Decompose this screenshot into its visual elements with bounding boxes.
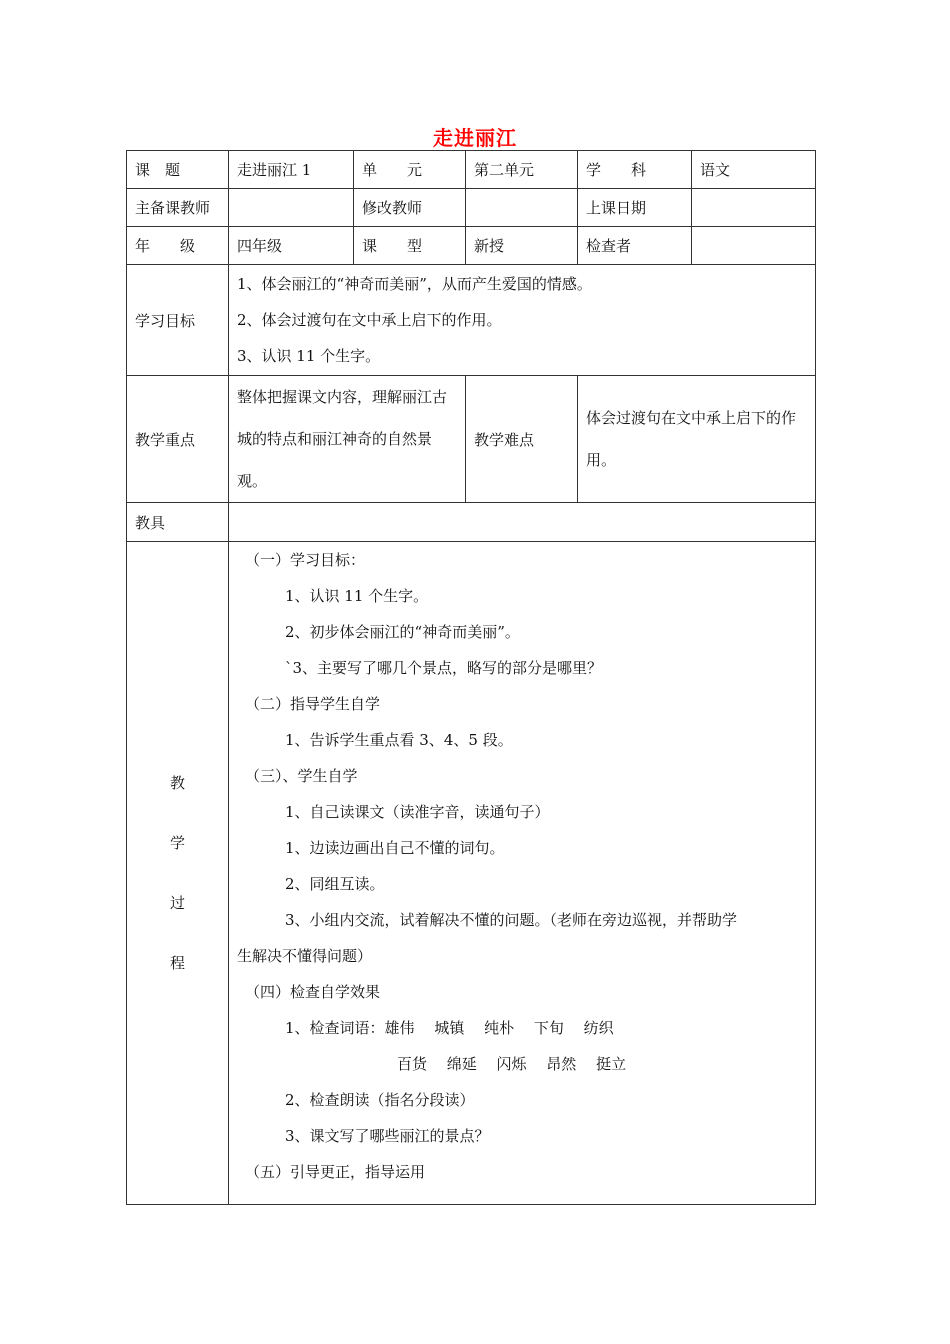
process-line: （四）检查自学效果 [245,983,381,1001]
teacher-label: 主备课教师 [127,189,229,227]
process-line: 1、边读边画出自己不懂的词句。 [285,839,505,857]
difficulty-text: 体会过渡句在文中承上启下的作用。 [578,376,816,503]
goal-item: 3、认识 11 个生字。 [237,347,381,365]
subject-label: 学 科 [578,151,692,189]
type-value: 新授 [466,227,578,265]
process-line: 1、检查词语：雄伟 城镇 纯朴 下旬 纺织 [285,1019,614,1037]
difficulty-label: 教学难点 [466,376,578,503]
tools-label: 教具 [127,503,229,542]
header-row-1 [127,151,816,189]
goal-item: 1、体会丽江的“神奇而美丽”，从而产生爱国的情感。 [237,275,592,293]
process-row [127,542,816,1205]
process-label [127,542,229,1205]
process-content [229,542,816,1205]
goals-label: 学习目标 [127,265,229,376]
checker-label: 检查者 [578,227,692,265]
process-line: `3、主要写了哪几个景点，略写的部分是哪里？ [285,659,603,677]
process-label-char: 过 [169,894,185,912]
document-title: 走进丽江 [433,126,517,150]
tools-value [229,503,816,542]
process-line: （五）引导更正，指导运用 [245,1163,426,1181]
date-label: 上课日期 [578,189,692,227]
lesson-plan-table [126,150,816,1205]
key-point-text: 整体把握课文内容，理解丽江古城的特点和丽江神奇的自然景观。 [229,376,466,503]
process-line: 3、课文写了哪些丽江的景点？ [285,1127,490,1145]
process-label-char: 教 [169,774,185,792]
process-line: 2、同组互读。 [285,875,385,893]
unit-label: 单 元 [354,151,466,189]
header-row-2 [127,189,816,227]
process-label-char: 程 [169,954,185,972]
grade-label: 年 级 [127,227,229,265]
subject-value: 语文 [692,151,816,189]
course-value: 走进丽江 1 [229,151,354,189]
reviser-label: 修改教师 [354,189,466,227]
process-line: 1、自己读课文（读准字音，读通句子） [285,803,550,821]
process-line: 3、小组内交流，试着解决不懂的问题。（老师在旁边巡视，并帮助学 [285,911,738,929]
process-label-char: 学 [169,834,185,852]
focus-row [127,376,816,503]
checker-value [692,227,816,265]
process-line: 生解决不懂得问题） [237,947,373,965]
course-label: 课 题 [127,151,229,189]
teacher-value [229,189,354,227]
type-label: 课 型 [354,227,466,265]
process-line: （二）指导学生自学 [245,695,381,713]
date-value [692,189,816,227]
grade-value: 四年级 [229,227,354,265]
process-line: （三）、学生自学 [245,767,358,785]
process-line: 1、认识 11 个生字。 [285,587,429,605]
goals-row [127,265,816,376]
process-line: 2、检查朗读（指名分段读） [285,1091,475,1109]
process-line: 1、告诉学生重点看 3、4、5 段。 [285,731,513,749]
reviser-value [466,189,578,227]
key-point-label: 教学重点 [127,376,229,503]
process-line: （一）学习目标： [245,551,366,569]
process-line: 2、初步体会丽江的“神奇而美丽”。 [285,623,520,641]
goal-item: 2、体会过渡句在文中承上启下的作用。 [237,311,502,329]
unit-value: 第二单元 [466,151,578,189]
goals-content [229,265,816,376]
process-line: 百货 绵延 闪烁 昂然 挺立 [397,1055,627,1073]
header-row-3 [127,227,816,265]
tools-row [127,503,816,542]
